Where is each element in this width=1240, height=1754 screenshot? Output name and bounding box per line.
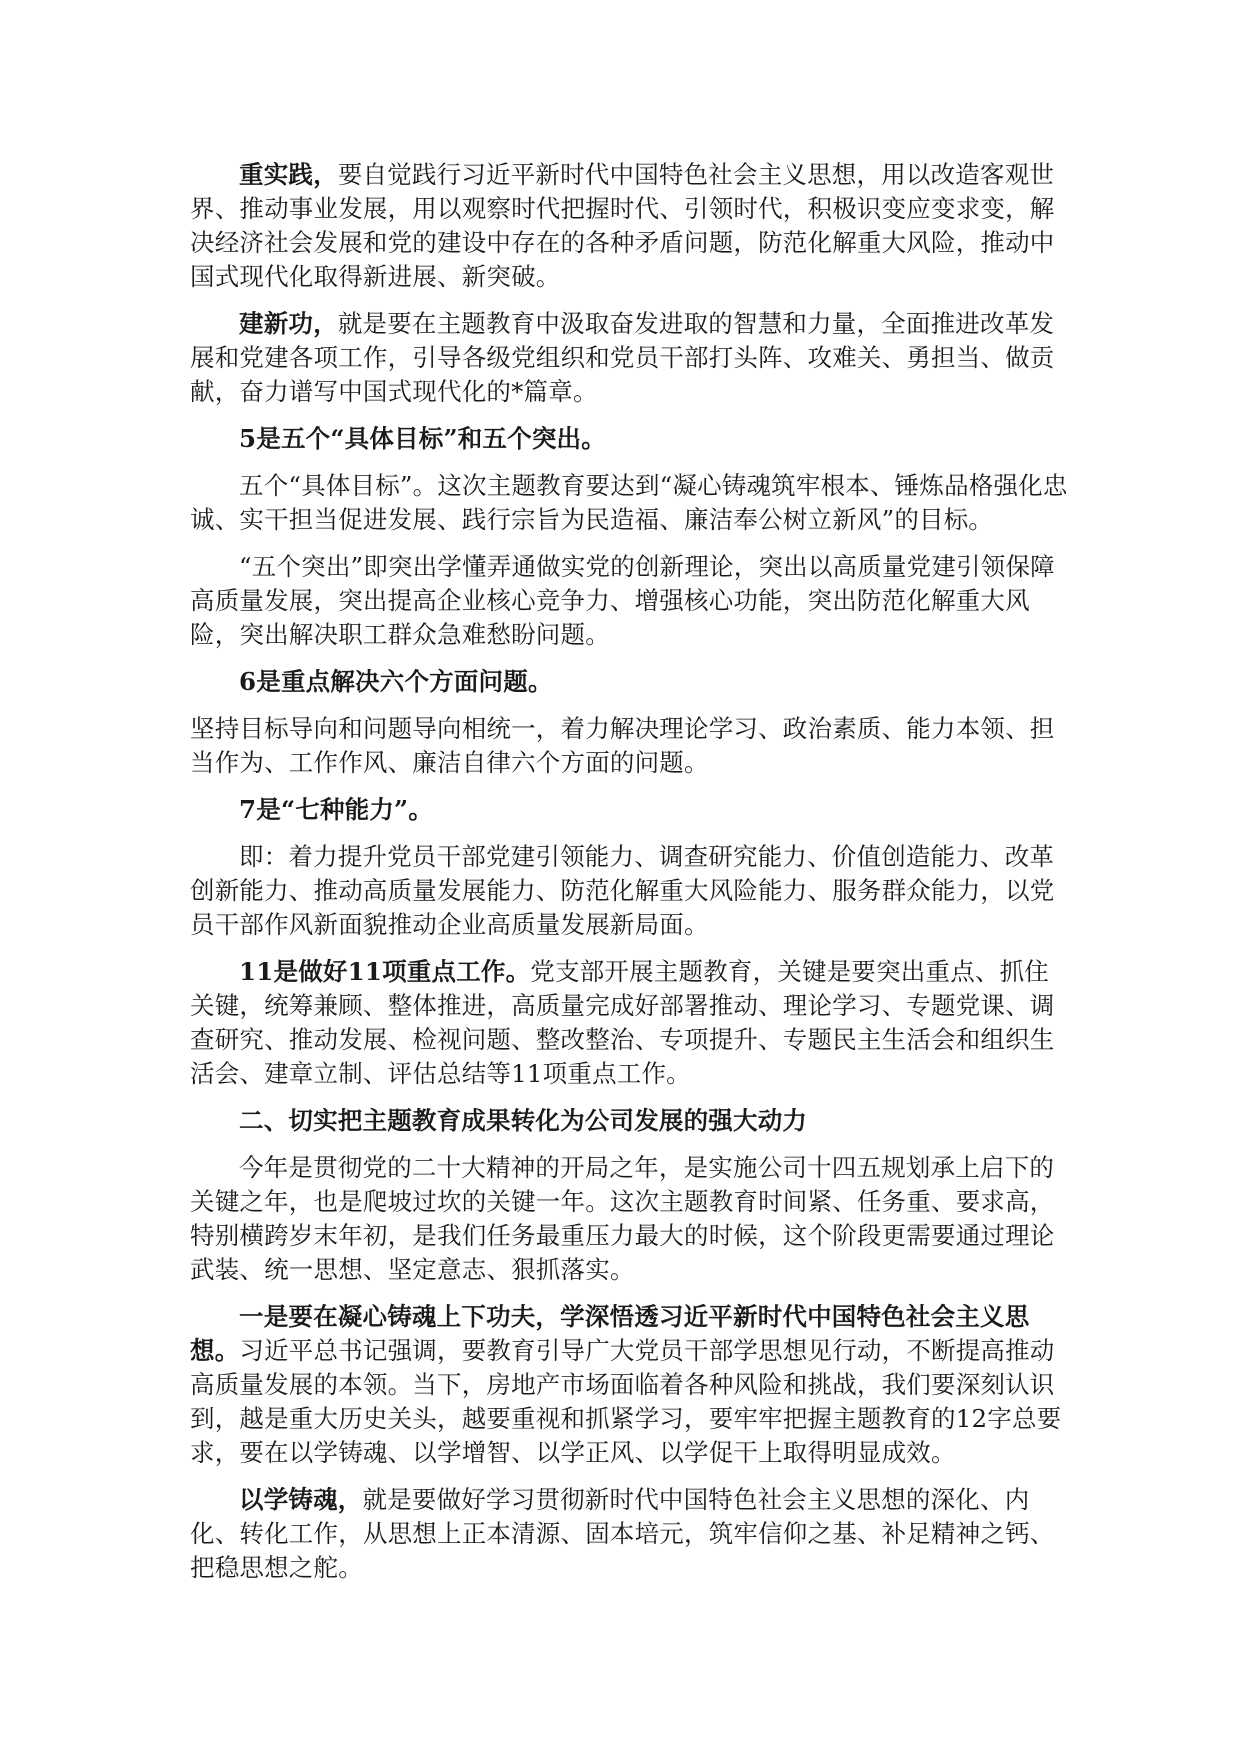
section-heading-two: 二、切实把主题教育成果转化为公司发展的强大动力: [239, 1106, 808, 1135]
section-heading-5: 5是五个“具体目标”和五个突出。: [239, 424, 606, 453]
paragraph-text: 就是要在主题教育中汲取奋发进取的智慧和力量，全面推进改革发展和党建各项工作，引导各级党组织和党员干部打头阵、攻难关、勇担当、做贡献，奋力谱写中国式现代化的*篇章。: [190, 309, 1055, 406]
paragraph-this-year: 今年是贯彻党的二十大精神的开局之年，是实施公司十四五规划承上启下的关键之年，也是爬坡过坎的关键一年。这次主题教育时间紧、任务重、要求高，特别横跨岁末年初，是我们任务最重压力最大的时候，这个阶段更需要通过理论武装、统一思想、坚定意志、狠抓落实。: [190, 1153, 1055, 1284]
paragraph-six-problems: 坚持目标导向和问题导向相统一，着力解决理论学习、政治素质、能力本领、担当作为、工作作风、廉洁自律六个方面的问题。: [190, 714, 1055, 777]
paragraph-first-point: [190, 1300, 1068, 1470]
paragraph-eleven-tasks: [190, 955, 1068, 1091]
paragraph-practice: [190, 158, 1068, 294]
paragraph-text: 习近平总书记强调，要教育引导广大党员干部学思想见行动，不断提高推动高质量发展的本领。当下，房地产市场面临着各种风险和挑战，我们要深刻认识到，越是重大历史关头，越要重视和抓紧学习，要牢牢把握主题教育的12字总要求，要在以学铸魂、以学增智、以学正风、以学促干上取得明显成效。: [190, 1336, 1062, 1467]
paragraph-new-merit: [190, 307, 1068, 409]
paragraph-text: 党支部开展主题教育，关键是要突出重点、抓住关键，统筹兼顾、整体推进，高质量完成好部署推动、理论学习、专题党课、调查研究、推动发展、检视问题、整改整治、专项提升、专题民主生活会和组织生活会、建章立制、评估总结等11项重点工作。: [190, 957, 1055, 1088]
paragraph-lead: 一是要在凝心铸魂上下功夫，学深悟透习近平新时代中国特色社会主义思想。: [190, 1302, 1030, 1365]
paragraph-text: 要自觉践行习近平新时代中国特色社会主义思想，用以改造客观世界、推动事业发展，用以观察时代把握时代、引领时代，积极识变应变求变，解决经济社会发展和党的建设中存在的各种矛盾问题，防范化解重大风险，推动中国式现代化取得新进展、新突破。: [190, 160, 1055, 291]
paragraph-five-goals: 五个“具体目标”。这次主题教育要达到“凝心铸魂筑牢根本、锤炼品格强化忠诚、实干担当促进发展、践行宗旨为民造福、廉洁奉公树立新风”的目标。: [190, 471, 1068, 534]
paragraph-lead: 建新功，: [239, 309, 338, 338]
section-heading-7: 7是“七种能力”。: [239, 795, 434, 824]
paragraph-seven-abilities: 即：着力提升党员干部党建引领能力、调查研究能力、价值创造能力、改革创新能力、推动高质量发展能力、防范化解重大风险能力、服务群众能力，以党员干部作风新面貌推动企业高质量发展新局面。: [190, 842, 1055, 939]
paragraph-lead: 11是做好11项重点工作。: [239, 957, 531, 986]
paragraph-soul-casting: [190, 1483, 1068, 1585]
paragraph-lead: 以学铸魂，: [239, 1485, 363, 1514]
paragraph-text: 就是要做好学习贯彻新时代中国特色社会主义思想的深化、内化、转化工作，从思想上正本清源、固本培元，筑牢信仰之基、补足精神之钙、把稳思想之舵。: [190, 1485, 1055, 1582]
paragraph-lead: 重实践，: [239, 160, 338, 189]
paragraph-five-highlights: “五个突出”即突出学懂弄通做实党的创新理论，突出以高质量党建引领保障高质量发展，突出提高企业核心竞争力、增强核心功能，突出防范化解重大风险，突出解决职工群众急难愁盼问题。: [190, 552, 1055, 649]
section-heading-6: 6是重点解决六个方面问题。: [239, 667, 553, 696]
document-page: [190, 158, 1068, 1598]
